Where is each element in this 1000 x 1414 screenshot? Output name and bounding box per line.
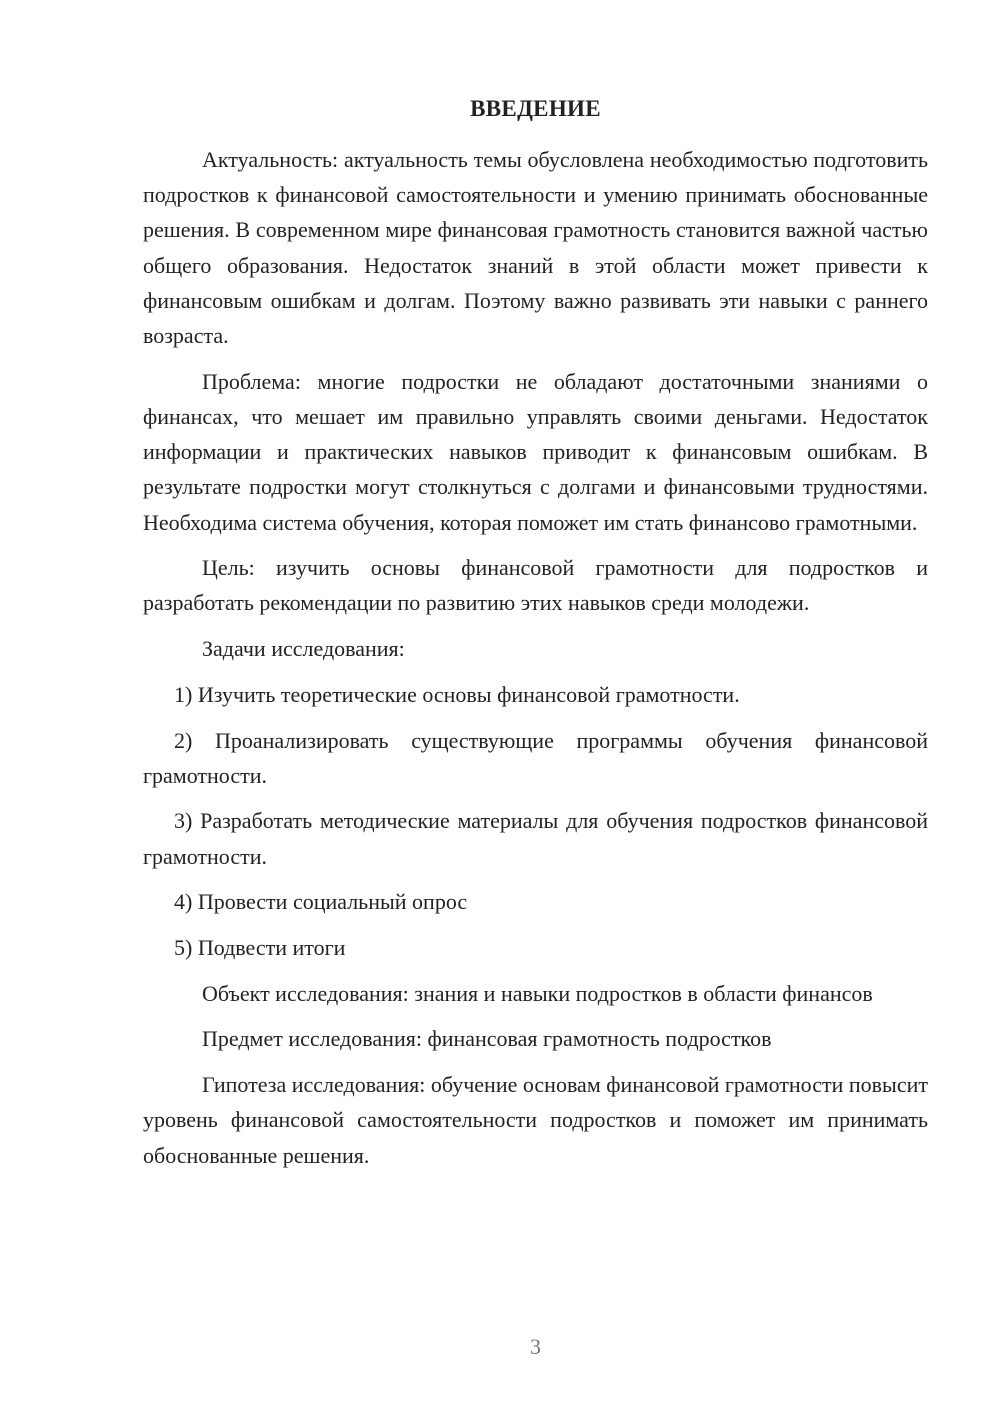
task-item-1: 1) Изучить теоретические основы финансовой грамотности.	[174, 681, 740, 707]
paragraph-object: Объект исследования: знания и навыки подростков в области финансов	[202, 980, 873, 1006]
paragraph-relevance: Актуальность: актуальность темы обусловлена необходимостью подготовить подростков к финансовой самостоятельности и умению принимать обоснованные решения. В современном мире финансовая грамотность становится важной частью общего образования. Недостаток знаний в этой области может привести к финансовым ошибкам и долгам. Поэтому важно развивать эти навыки с раннего возраста.	[143, 147, 928, 349]
page-title: ВВЕДЕНИЕ	[470, 96, 601, 121]
paragraph-problem: Проблема: многие подростки не обладают достаточными знаниями о финансах, что мешает им правильно управлять своими деньгами. Недостаток информации и практических навыков приводит к финансовым ошибкам. В результате подростки могут столкнуться с долгами и финансовыми трудностями. Необходима система обучения, которая поможет им стать финансово грамотными.	[143, 368, 928, 535]
paragraph-goal: Цель: изучить основы финансовой грамотности для подростков и разработать рекомендации по развитию этих навыков среди молодежи.	[143, 555, 928, 616]
paragraph-subject: Предмет исследования: финансовая грамотность подростков	[202, 1026, 772, 1052]
page-number: 3	[530, 1334, 541, 1359]
paragraph-tasks-heading: Задачи исследования:	[202, 636, 405, 662]
document-body	[143, 142, 928, 1183]
task-item-2: 2) Проанализировать существующие программы обучения финансовой грамотности.	[143, 727, 928, 788]
task-item-5: 5) Подвести итоги	[174, 935, 346, 961]
task-item-3: 3) Разработать методические материалы для обучения подростков финансовой грамотности.	[143, 808, 928, 869]
paragraph-hypothesis: Гипотеза исследования: обучение основам финансовой грамотности повысит уровень финансовой самостоятельности подростков и поможет им принимать обоснованные решения.	[143, 1072, 928, 1168]
task-item-4: 4) Провести социальный опрос	[174, 889, 468, 915]
